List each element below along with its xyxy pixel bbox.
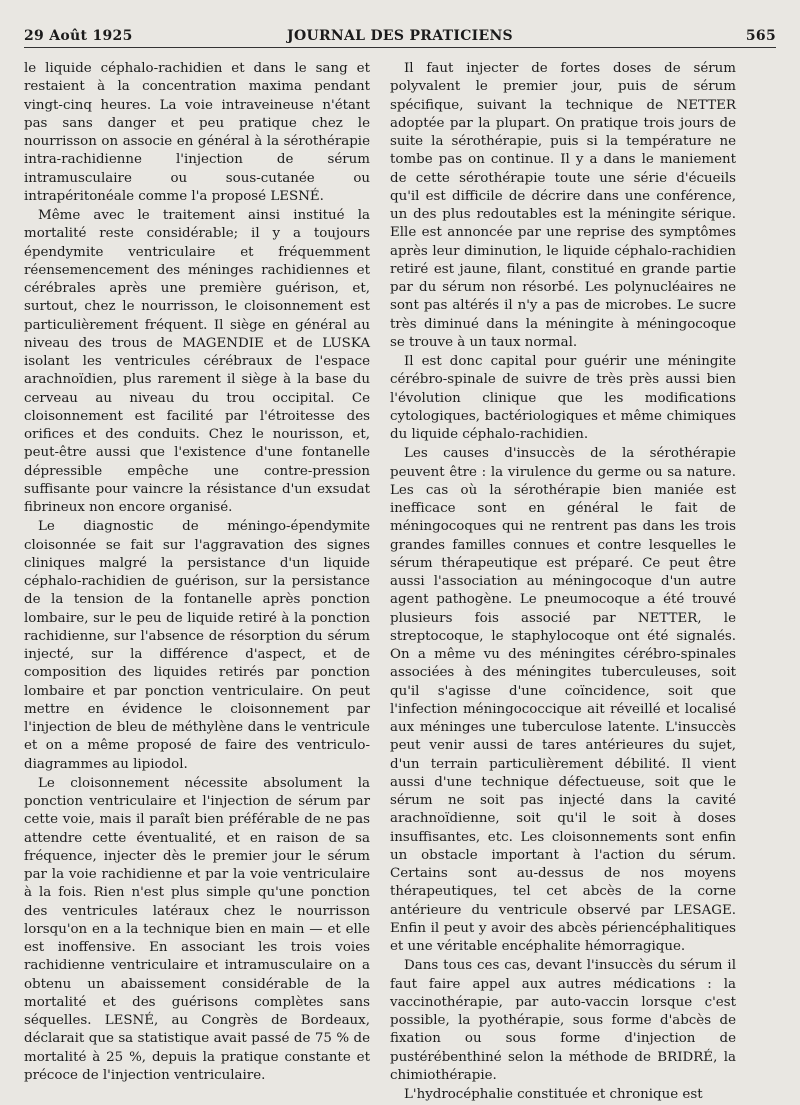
right-column — [390, 60, 736, 1105]
header-page-number: 565 — [745, 28, 776, 44]
paragraph: L'hydrocéphalie constituée et chronique est — [404, 1087, 703, 1102]
left-column — [24, 60, 370, 1086]
paragraph: Les causes d'insuccès de la sérothérapie peuvent être : la virulence du germe ou sa nature. Les cas où la sérothérapie bien maniée est inefficace sont en général le fait de méningocoques qui ne rentrent pas dans les trois grandes familles connues et contre lesquelles le sérum thérapeutique est préparé. Ce peut être aussi l'association au méningocoque d'un autre agent pathogène. Le pneumocoque a été trouvé plusieurs fois associé par NETTER, le streptocoque, le staphylocoque ont été signalés. On a même vu des méningites cérébro-spinales associées à des méningites tuberculeuses, soit qu'il s'agisse d'une coïncidence, soit que l'infection méningococcique ait réveillé et localisé aux méninges une tuberculose latente. L'insuccès peut venir aussi de tares antérieures du sujet, d'un terrain particulièrement débilité. Il vient aussi d'une technique défectueuse, soit que le sérum ne soit pas injecté dans la cavité arachnoïdienne, soit qu'il le soit à doses insuffisantes, etc. Les cloisonnements sont enfin un obstacle important à l'action du sérum. Certains sont au-dessus de nos moyens thérapeutiques, tel cet abcès de la corne antérieure du ventricule observé par LESAGE. Enfin il peut y avoir des abcès périencéphalitiques et une véritable encéphalite hémorragique. — [390, 446, 736, 954]
paragraph: Le cloisonnement nécessite absolument la ponction ventriculaire et l'injection de sérum par cette voie, mais il paraît bien préférable de ne pas attendre cette éventualité, et en raison de sa fréquence, injecter dès le premier jour le sérum par la voie rachidienne et par la voie ventriculaire à la fois. Rien n'est plus simple qu'une ponction des ventricules latéraux chez le nourrisson lorsqu'on en a la technique bien en main — et elle est inoffensive. En associant les trois voies rachidienne ventriculaire et intramusculaire on a obtenu un abaissement considérable de la mortalité et des guérisons complètes sans séquelles. LESNÉ, au Congrès de Bordeaux, déclarait que sa statistique avait passé de 75 % de mortalité à 25 %, depuis la pratique constante et précoce de l'injection ventriculaire. — [24, 775, 370, 1083]
paragraph: Le diagnostic de méningo-épendymite cloisonnée se fait sur l'aggravation des signes cliniques malgré la persistance d'un liquide céphalo-rachidien de guérison, sur la persistance de la tension de la fontanelle après ponction lombaire, sur le peu de liquide retiré à la ponction rachidienne, sur l'absence de résorption du sérum injecté, sur la différence d'aspect, et de composition des liquides retirés par ponction lombaire et par ponction ventriculaire. On peut mettre en évidence le cloisonnement par l'injection de bleu de méthylène dans le ventricule et on a même proposé de faire des ventriculo-diagrammes au lipiodol. — [24, 519, 370, 772]
paragraph: Dans tous ces cas, devant l'insuccès du sérum il faut faire appel aux autres médications : la vaccinothérapie, par auto-vaccin lorsque c'est possible, la pyothérapie, sous forme d'abcès de fixation ou sous forme d'injection de pustérébenthiné selon la méthode de BRIDRÉ, la chimiothérapie. — [390, 958, 736, 1083]
paragraph: le liquide céphalo-rachidien et dans le sang et restaient à la concentration maxima pendant vingt-cinq heures. La voie intraveineuse n'étant pas sans danger et peu pratique chez le nourrisson on associe en général à la sérothérapie intra-rachidienne l'injection de sérum intramusculaire ou sous-cutanée ou intrapéritonéale comme l'a proposé LESNÉ. — [24, 61, 370, 204]
paragraph: Il est donc capital pour guérir une méningite cérébro-spinale de suivre de très près aussi bien l'évolution clinique que les modifications cytologiques, bactériologiques et même chimiques du liquide céphalo-rachidien. — [390, 354, 736, 442]
page-header — [24, 18, 776, 48]
header-date: 29 Août 1925 — [24, 28, 133, 44]
paragraph: Il faut injecter de fortes doses de sérum polyvalent le premier jour, puis de sérum spécifique, suivant la technique de NETTER adoptée par la plupart. On pratique trois jours de suite la sérothérapie, puis si la température ne tombe pas on continue. Il y a dans le maniement de cette sérothérapie toute une série d'écueils qu'il est difficile de décrire dans une conférence, un des plus redoutables est la méningite sérique. Elle est annoncée par une reprise des symptômes après leur diminution, le liquide céphalo-rachidien retiré est jaune, filant, constitué en grande partie par du sérum non résorbé. Les polynucléaires ne sont pas altérés il n'y a pas de microbes. Le sucre très diminué dans la méningite à méningocoque se trouve à un taux normal. — [390, 61, 736, 350]
header-journal-title: JOURNAL DES PRATICIENS — [287, 28, 513, 44]
paragraph: Même avec le traitement ainsi institué la mortalité reste considérable; il y a toujours épendymite ventriculaire et fréquemment réensemencement des méninges rachidiennes et cérébrales après une première guérison, et, surtout, chez le nourrisson, le cloisonnement est particulièrement fréquent. Il siège en général au niveau des trous de MAGENDIE et de LUSKA isolant les ventricules cérébraux de l'espace arachnoïdien, plus rarement il siège à la base du cerveau au niveau du trou occipital. Ce cloisonnement est facilité par l'étroitesse des orifices et des conduits. Chez le nourisson, et, peut-être aussi que l'existence d'une fontanelle dépressible empêche une contre-pression suffisante pour vaincre la résistance d'un exsudat fibrineux non encore organisé. — [24, 208, 370, 515]
